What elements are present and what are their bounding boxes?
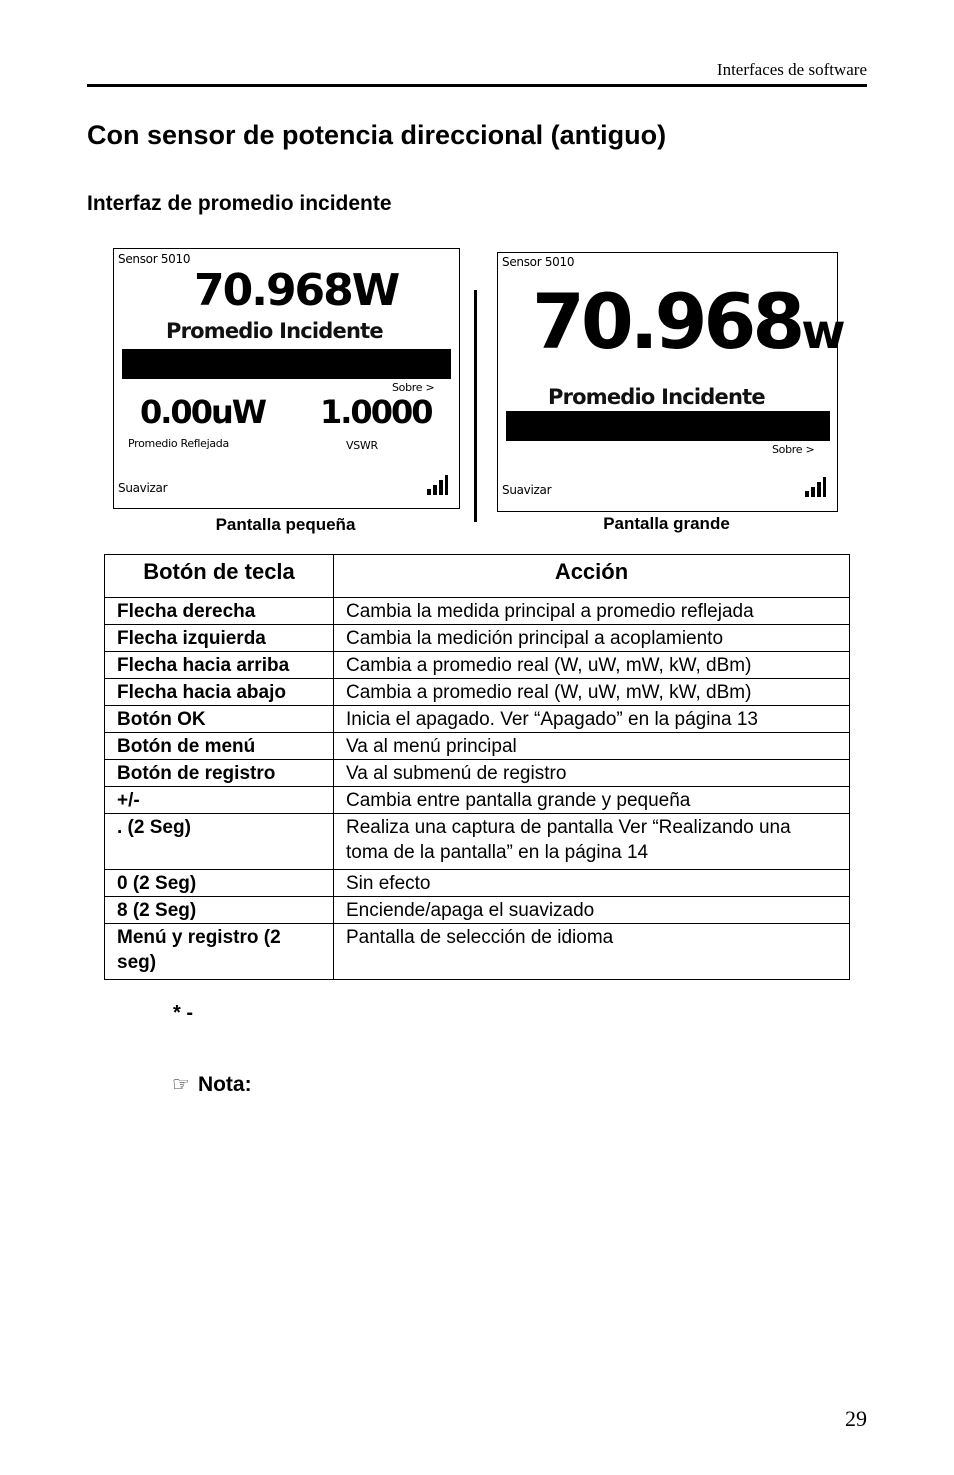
- key-cell: +/-: [105, 787, 334, 814]
- action-cell: Cambia la medida principal a promedio reflejada: [334, 598, 850, 625]
- key-cell: . (2 Seg): [105, 814, 334, 870]
- table-row: [105, 679, 850, 706]
- table-row: [105, 598, 850, 625]
- key-action-table: [104, 554, 850, 980]
- table-row: [105, 733, 850, 760]
- large-screen-display: [497, 252, 846, 512]
- action-cell: Cambia a promedio real (W, uW, mW, kW, dBm): [334, 679, 850, 706]
- small-screen-display: [113, 248, 460, 509]
- caption-large-screen: Pantalla grande: [603, 514, 730, 533]
- reflected-value: 0.00uW: [140, 393, 266, 431]
- table-row: [105, 760, 850, 787]
- key-cell: Botón de registro: [105, 760, 334, 787]
- action-cell: Sin efecto: [334, 870, 850, 897]
- action-cell: Va al menú principal: [334, 733, 850, 760]
- table-row: [105, 924, 850, 980]
- main-number: 70.968: [532, 277, 802, 366]
- vswr-label: VSWR: [346, 439, 378, 452]
- key-cell: 8 (2 Seg): [105, 897, 334, 924]
- action-cell: Cambia la medición principal a acoplamiento: [334, 625, 850, 652]
- column-header-key: Botón de tecla: [105, 555, 334, 598]
- footnote: * -: [173, 1002, 193, 1024]
- table-row: [105, 897, 850, 924]
- note: [172, 1072, 252, 1097]
- action-cell: Inicia el apagado. Ver “Apagado” en la página 13: [334, 706, 850, 733]
- action-cell: Enciende/apaga el suavizado: [334, 897, 850, 924]
- key-cell: Flecha hacia abajo: [105, 679, 334, 706]
- sensor-label: Sensor 5010: [502, 255, 575, 269]
- vswr-value: 1.0000: [320, 393, 432, 431]
- header-rule: [87, 84, 867, 87]
- reflected-label: Promedio Reflejada: [128, 437, 229, 450]
- running-header: Interfaces de software: [716, 60, 867, 79]
- action-cell: Realiza una captura de pantalla Ver “Realizando una toma de la pantalla” en la página 14: [334, 814, 850, 870]
- key-cell: Flecha hacia arriba: [105, 652, 334, 679]
- action-cell: Pantalla de selección de idioma: [334, 924, 850, 980]
- main-value: 70.968W: [194, 265, 399, 316]
- table-row: [105, 706, 850, 733]
- smoothing-label: Suavizar: [502, 483, 552, 497]
- key-cell: 0 (2 Seg): [105, 870, 334, 897]
- signal-icon: [426, 475, 448, 495]
- page-title: Con sensor de potencia direccional (antiguo): [87, 120, 667, 150]
- key-cell: Botón OK: [105, 706, 334, 733]
- caption-small-screen: Pantalla pequeña: [215, 515, 356, 534]
- signal-icon: [804, 477, 826, 497]
- screen-divider: [474, 290, 477, 522]
- sobre-label: Sobre >: [772, 443, 815, 456]
- main-label: Promedio Incidente: [166, 319, 383, 343]
- action-cell: Cambia a promedio real (W, uW, mW, kW, dBm): [334, 652, 850, 679]
- key-cell: Flecha izquierda: [105, 625, 334, 652]
- main-value: [532, 277, 846, 377]
- main-unit: w: [801, 304, 846, 360]
- section-subtitle: Interfaz de promedio incidente: [87, 192, 392, 215]
- table-row: [105, 870, 850, 897]
- action-cell: Cambia entre pantalla grande y pequeña: [334, 787, 850, 814]
- sobre-label: Sobre >: [392, 381, 435, 394]
- table-header-row: [105, 555, 850, 598]
- smoothing-bar: [122, 349, 451, 379]
- action-cell: Va al submenú de registro: [334, 760, 850, 787]
- column-header-action: Acción: [334, 555, 850, 598]
- smoothing-label: Suavizar: [118, 481, 168, 495]
- page-number: 29: [845, 1406, 867, 1431]
- table-row: [105, 814, 850, 870]
- smoothing-bar: [506, 411, 830, 441]
- table-row: [105, 652, 850, 679]
- key-cell: Botón de menú: [105, 733, 334, 760]
- key-cell: Menú y registro (2 seg): [105, 924, 334, 980]
- table-row: [105, 625, 850, 652]
- note-label: Nota:: [197, 1073, 252, 1096]
- key-cell: Flecha derecha: [105, 598, 334, 625]
- table-row: [105, 787, 850, 814]
- pointing-hand-icon: ☞: [172, 1072, 190, 1096]
- sensor-label: Sensor 5010: [118, 252, 191, 266]
- main-label: Promedio Incidente: [548, 385, 765, 409]
